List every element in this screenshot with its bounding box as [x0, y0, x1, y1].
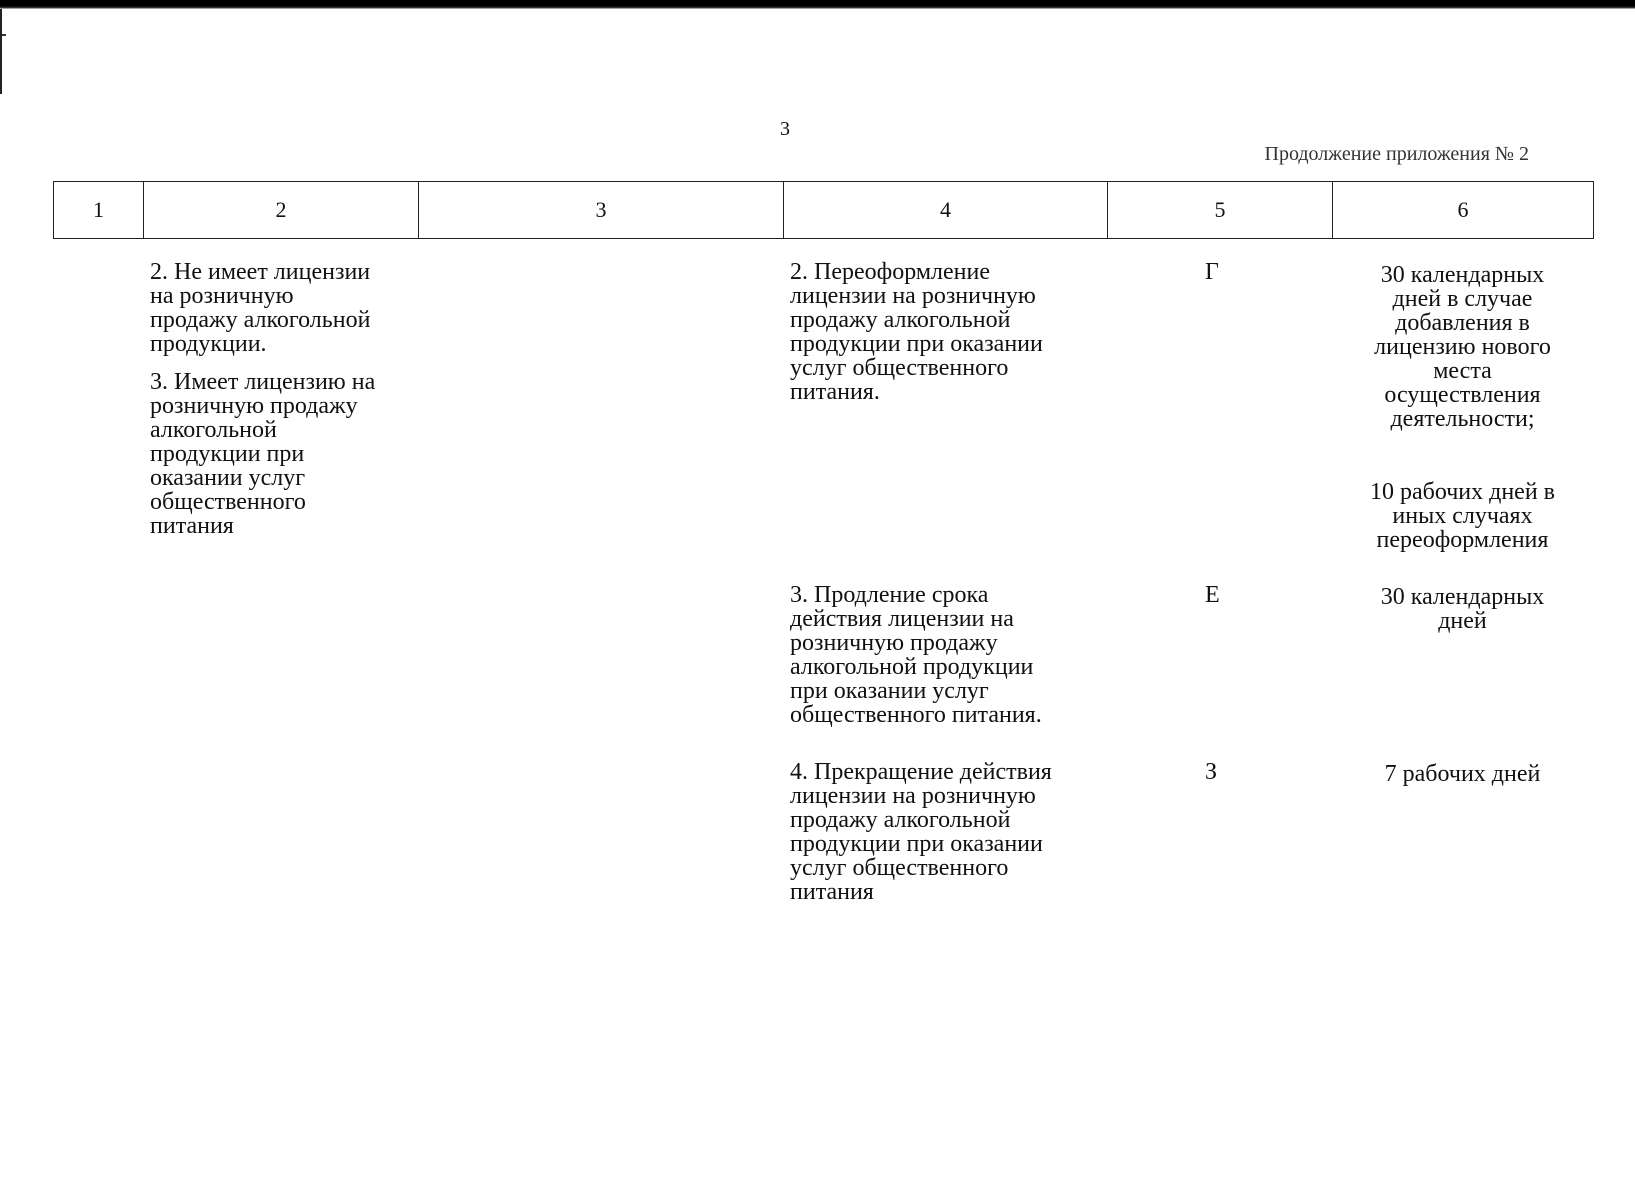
service-termination: 4. Прекращение действия лицензии на розничную продажу алкогольной продукции при оказании услуг общественного питания: [790, 759, 1052, 905]
column-number-4: 4: [784, 182, 1108, 239]
column-number-3: 3: [419, 182, 784, 239]
applicant-status-2: 2. Не имеет лицензии на розничную продажу алкогольной продукции.: [150, 259, 371, 357]
column-number-1: 1: [93, 197, 104, 222]
service-code-extension: Е: [1205, 582, 1220, 608]
service-code-reissue: Г: [1205, 259, 1219, 285]
term-termination: 7 рабочих дней: [1384, 761, 1541, 787]
scan-border-top: [0, 0, 1635, 9]
column-number-6: 6: [1333, 182, 1594, 239]
appendix-label: Продолжение приложения № 2: [1264, 143, 1529, 165]
column-header-table: [53, 181, 1594, 239]
term-extension: 30 календарных дней: [1380, 584, 1545, 634]
term-reissue-other: 10 рабочих дней в иных случаях переоформления: [1369, 479, 1556, 553]
scan-mark: [2, 34, 6, 36]
scan-border-left: [0, 9, 2, 94]
header-row: [54, 182, 1594, 239]
column-number-2: 2: [144, 182, 419, 239]
service-reissue: 2. Переоформление лицензии на розничную продажу алкогольной продукции при оказании услуг общественного питания.: [790, 259, 1043, 405]
applicant-status-3: 3. Имеет лицензию на розничную продажу алкогольной продукции при оказании услуг общественного питания: [150, 369, 376, 539]
service-code-termination: З: [1205, 759, 1218, 785]
term-reissue: 30 календарных дней в случае добавления в лицензию нового места осуществления деятельности;: [1374, 262, 1551, 432]
column-number-5: 5: [1108, 182, 1333, 239]
service-extension: 3. Продление срока действия лицензии на розничную продажу алкогольной продукции при оказании услуг общественного питания.: [790, 582, 1042, 728]
page-number: 3: [780, 118, 790, 140]
